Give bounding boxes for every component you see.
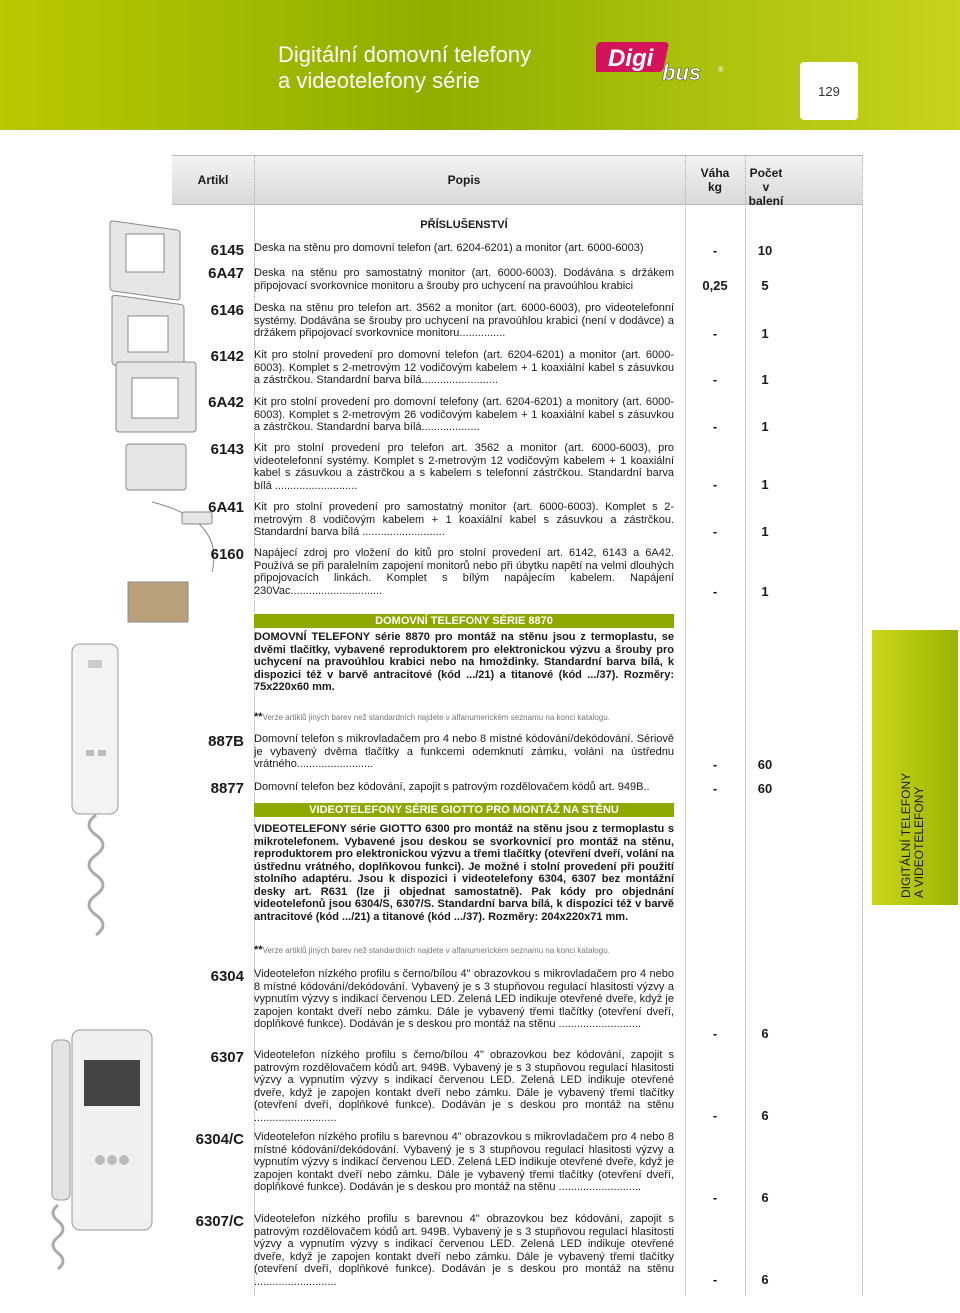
domovni-intro: DOMOVNÍ TELEFONY série 8870 pro montáž na stěnu jsou z termoplastu, se dvěmi tlačítky, vybavené reproduktorem pro elektronickou výzvu a šrouby pro uchycení na pravoúhlou krabici nebo na hmoždinky. Standardní barva bílá, k dispozici též v barvě antracitové (kód .../21) a titanové (kód .../37). Rozměry: 75x220x60 mm. xyxy=(254,631,674,693)
col-pocet: Počet v balení xyxy=(748,166,784,208)
item-code: 6146 xyxy=(210,302,244,319)
item-qty: 1 xyxy=(761,524,769,539)
video-note: **Verze artiklů jiných barev než standardních najdete v alfanumerickém seznamu na konci katalogu. xyxy=(254,944,610,956)
item-kg: - xyxy=(712,524,718,539)
item-desc: Napájecí zdroj pro vložení do kitů pro stolní provedení art. 6142, 6143 a 6A42. Používá se při paralelním zapojení monitorů nebo při úbytku napětí na velmi dlouhých připojovacích linkách. Komplet s bílým napájecím kabelem. Napájení 230Vac.............................. xyxy=(254,547,674,597)
item-kg: - xyxy=(712,243,718,258)
item-code: 6160 xyxy=(210,546,244,563)
side-tab-label: DIGITÁLNÍ TELEFONY A VIDEOTELEFONY xyxy=(899,772,926,898)
item-qty: 1 xyxy=(761,326,769,341)
item-kg: 0,25 xyxy=(702,278,728,293)
item-kg: - xyxy=(712,1272,718,1287)
section-prislusenstvi: PŘÍSLUŠENSTVÍ xyxy=(420,219,508,231)
door-phone-8870-image xyxy=(66,640,126,950)
item-qty: 6 xyxy=(761,1026,769,1041)
item-qty: 6 xyxy=(761,1108,769,1123)
side-chapter-tab xyxy=(872,630,958,905)
item-qty: 60 xyxy=(757,757,773,772)
item-code: 6A42 xyxy=(208,394,244,411)
item-qty: 1 xyxy=(761,372,769,387)
logo-digi-text: Digi xyxy=(608,45,654,72)
item-qty: 6 xyxy=(761,1272,769,1287)
item-kg: - xyxy=(712,477,718,492)
item-desc: Kit pro stolní provedení pro domovní telefon (art. 6204-6201) a monitor (art. 6000-6003). Komplet s 2-metrovým 12 vodičovým kabelem + 1 koaxiální kabel s zásuvkou a zástrčkou. Standardní barva bílá......................... xyxy=(254,349,674,386)
item-qty: 1 xyxy=(761,419,769,434)
item-code: 887B xyxy=(208,733,244,750)
item-qty: 5 xyxy=(761,278,769,293)
item-desc: Videotelefon nízkého profilu s barevnou 4" obrazovkou s mikrovladačem pro 4 nebo 8 místné kódování/dekódování. Vybavený je s 3 stupňovou regulací hlasitosti výzvy a vypnutím výzvy s indikací červenou LED. Zelená LED indikuje otevřené dveře, když je zapojen kontakt dveří nebo zámku. Dále je vybavený třemi tlačítky (otevření dveří, doplňkové funkce). Dodáván je s deskou pro montáž na stěnu ........................... xyxy=(254,1131,674,1193)
item-desc: Videotelefon nízkého profilu s barevnou 4" obrazovkou bez kódování, zapojit s patrovým rozdělovačem kódů art. 949B. Vybavený je s 3 stupňovou regulací hlasitosti výzvy a vypnutím výzvy s indikací červenou LED. Zelená LED indikuje otevřené dveře, když je zapojen kontakt dveří nebo zámku. Dále je vybavený třemi tlačítky (otevření dveří, doplňkové funkce). Dodáván je s deskou pro montáž na stěnu ........................... xyxy=(254,1213,674,1288)
item-kg: - xyxy=(712,1026,718,1041)
section-video: VIDEOTELEFONY SÉRIE GIOTTO PRO MONTÁŽ NA STĚNU xyxy=(254,803,674,817)
page-header xyxy=(0,0,960,130)
table-header xyxy=(172,155,862,208)
item-code: 6307 xyxy=(210,1049,244,1066)
item-desc: Deska na stěnu pro samostatný monitor (art. 6000-6003). Dodávána s držákem připojovací svorkovnice monitoru a šrouby pro uchycení na pravoúhlou krabici xyxy=(254,267,674,292)
videophone-giotto-image xyxy=(22,1000,162,1300)
item-kg: - xyxy=(712,781,718,796)
title-line-2: a videotelefony série xyxy=(278,68,480,93)
item-code: 6A47 xyxy=(208,265,244,282)
item-desc: Videotelefon nízkého profilu s černo/bílou 4" obrazovkou bez kódování, zapojit s patrovým rozdělovačem kódů art. 949B. Vybavený je s 3 stupňovou regulací hlasitosti výzvy a vypnutím výzvy s indikací červenou LED. Zelená LED indikuje otevřené dveře, když je zapojen kontakt dveří nebo zámku. Dále je vybavený třemi tlačítky (otevření dveří, doplňkové funkce). Dodáván je s deskou pro montáž na stěnu ........................... xyxy=(254,1049,674,1124)
item-code: 6307/C xyxy=(195,1213,244,1230)
item-code: 6142 xyxy=(210,348,244,365)
item-kg: - xyxy=(712,757,718,772)
item-qty: 1 xyxy=(761,584,769,599)
item-desc: Domovní telefon bez kódování, zapojit s patrovým rozdělovačem kódů art. 949B.. xyxy=(254,781,650,793)
section-domovni: DOMOVNÍ TELEFONY SÉRIE 8870 xyxy=(254,614,674,628)
item-code: 8877 xyxy=(210,780,244,797)
col-artikl: Artikl xyxy=(197,173,229,187)
item-code: 6143 xyxy=(210,441,244,458)
svg-text:®: ® xyxy=(718,65,724,74)
item-kg: - xyxy=(712,326,718,341)
item-desc: Deska na stěnu pro domovní telefon (art. 6204-6201) a monitor (art. 6000-6003) xyxy=(254,242,644,254)
item-desc: Videotelefon nízkého profilu s černo/bílou 4" obrazovkou s mikrovladačem pro 4 nebo 8 místné kódování/dekódování. Vybavený je s 3 stupňovou regulací hlasitosti výzvy a vypnutím výzvy s indikací červenou LED. Zelená LED indikuje otevřené dveře, když je zapojen kontakt dveří nebo zámku. Dále je vybavený třemi tlačítky (otevření dveří, doplňkové funkce). Dodáván je s deskou pro montáž na stěnu ........................... xyxy=(254,968,674,1030)
item-code: 6304 xyxy=(210,968,244,985)
item-qty: 60 xyxy=(757,781,773,796)
item-kg: - xyxy=(712,372,718,387)
page-title xyxy=(278,42,531,94)
item-desc: Kit pro stolní provedení pro samostatný monitor (art. 6000-6003). Komplet s 2-metrovým 8 vodičovým kabelem + 1 koaxiální kabel s zásuvkou a zástrčkou. Standardní barva bílá ........................... xyxy=(254,501,674,538)
item-code: 6304/C xyxy=(195,1131,244,1148)
item-desc: Deska na stěnu pro telefon art. 3562 a monitor (art. 6000-6003), pro videotelefonní systémy. Dodávána se šrouby pro uchycení na pravoúhlou krabici (není v dodávce) a držákem připojovací svorkovnice monitoru............... xyxy=(254,302,674,339)
item-code: 6A41 xyxy=(208,499,244,516)
digibus-logo xyxy=(596,38,736,86)
title-line-1: Digitální domovní telefony xyxy=(278,42,532,67)
video-intro: VIDEOTELEFONY série GIOTTO 6300 pro montáž na stěnu jsou z termoplastu s mikrotelefonem. Vybavené jsou deskou se svorkovnicí pro montáž na stěnu, reproduktorem pro elektronickou výzvu a třemi tlačítky (otevření dveří, volání na ústřednu vrátného, doplňkovou funkci). Je možné i stolní provedení při použití stolního adaptéru. Jsou k dispozici i videotelefony 6304, 6307 bez montážní desky art. R631 (lze ji objednat samostatně). Pak kódy pro objednání videotelefonů jsou 6304/S, 6307/S. Standardní barva bílá, k dispozici též v barvě antracitové (kód .../21) a titanové (kód .../37). Rozměry: 204x220x71 mm. xyxy=(254,823,674,923)
col-popis: Popis xyxy=(447,173,481,187)
item-qty: 6 xyxy=(761,1190,769,1205)
domovni-note: **Verze artiklů jiných barev než standardních najdete v alfanumerickém seznamu na konci katalogu. xyxy=(254,711,610,723)
item-kg: - xyxy=(712,584,718,599)
item-desc: Domovní telefon s mikrovladačem pro 4 nebo 8 místné kódování/dekódování. Sériově je vybavený dvěma tlačítky a funkcemi odemknutí zámku, volání na ústřednu vrátného......................... xyxy=(254,733,674,770)
logo-bus-text: bus xyxy=(662,60,702,85)
item-qty: 10 xyxy=(757,243,773,258)
item-desc: Kit pro stolní provedení pro domovní telefony (art. 6204-6201) a monitory (art. 6000-6003). Komplet s 2-metrovým 26 vodičovým kabelem + 1 koaxiální kabel s zásuvkou a zástrčkou. Standardní barva bílá................... xyxy=(254,396,674,433)
item-kg: - xyxy=(712,1108,718,1123)
item-qty: 1 xyxy=(761,477,769,492)
column-divider xyxy=(862,155,863,1295)
col-vaha: Váha kg xyxy=(700,166,730,194)
item-kg: - xyxy=(712,419,718,434)
item-desc: Kit pro stolní provedení pro telefon art. 3562 a monitor (art. 6000-6003), pro videotelefonní systémy. Komplet s 2-metrovým 12 vodičovým kabelem + 1 koaxiální kabel s zásuvkou a zástrčkou a s kabelem s telefonní zástrčkou. Standardní barva bílá ........................... xyxy=(254,442,674,492)
item-code: 6145 xyxy=(210,242,244,259)
page-number: 129 xyxy=(800,62,858,120)
item-kg: - xyxy=(712,1190,718,1205)
